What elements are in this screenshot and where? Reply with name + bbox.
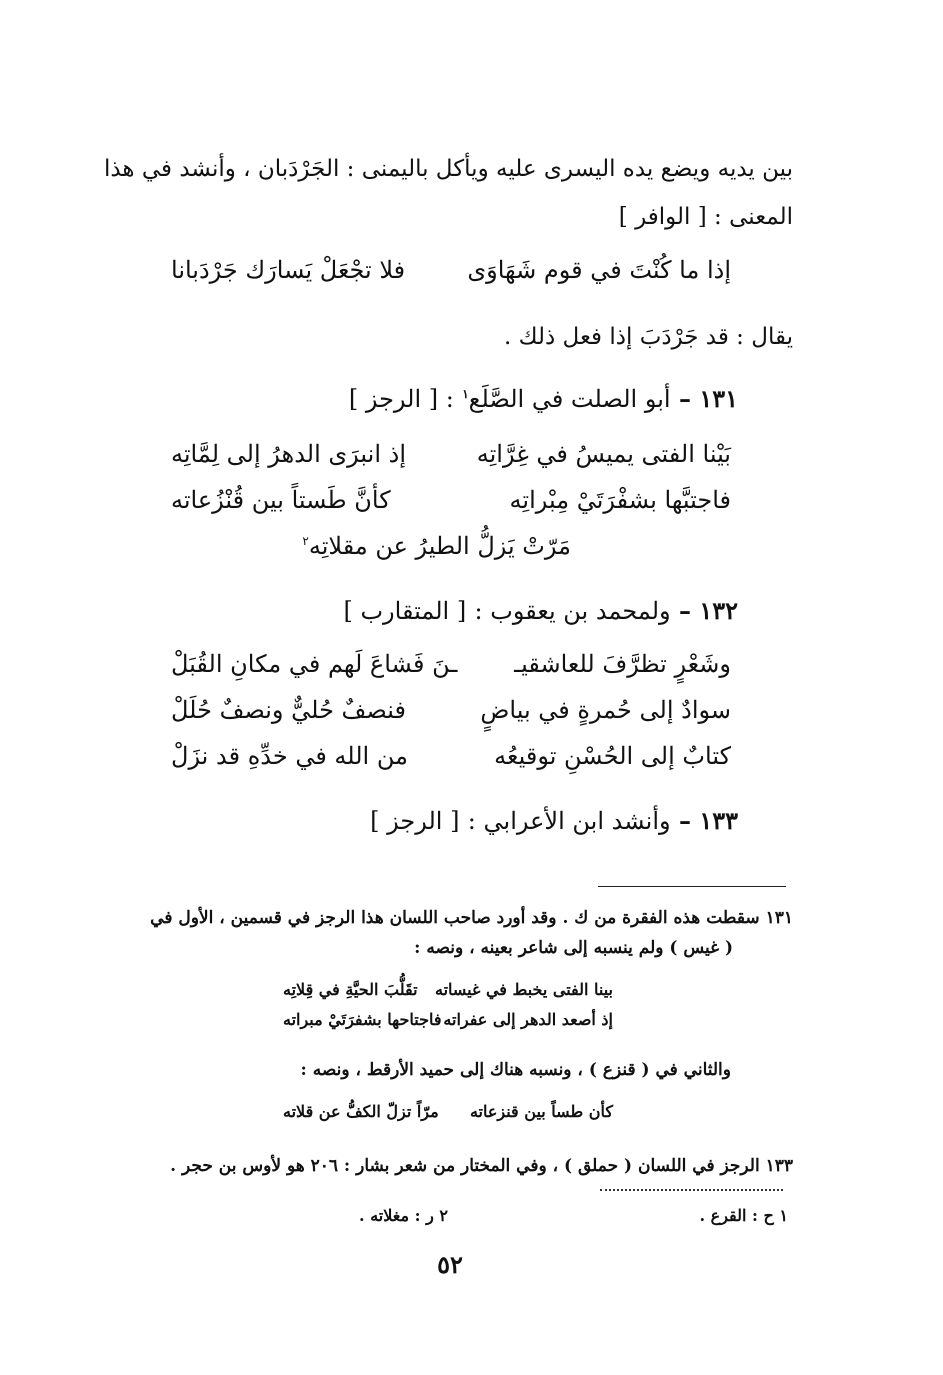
entry-132-text: ولمحمد بن يعقوب : (474, 597, 671, 625)
entry-132-verse-3-h2: من الله في خدِّهِ قد نزَلْ (171, 742, 408, 770)
footnote-131-verse-1 (283, 980, 613, 1008)
entry-133-heading (178, 806, 738, 835)
note-2: ٢ ر : مغلاته . (359, 1206, 448, 1225)
verse-a-hemistich-2: فلا تجْعَلْ يَسارَك جَرْدَبانا (171, 256, 406, 284)
entry-133-text: وأنشد ابن الأعرابي : (467, 807, 671, 835)
entry-132-verse-3-h1: كتابٌ إلى الحُسْنِ توقيعُه (494, 742, 731, 770)
entry-131-number: ١٣١ (699, 384, 738, 413)
entry-131-last-footnote-ref: ٢ (302, 534, 309, 548)
page-number: ٥٢ (437, 1250, 463, 1279)
entry-132-verse-2-h1: سوادٌ إلى حُمرةٍ في بياضٍ (480, 696, 731, 724)
verse-a-hemistich-1: إذا ما كُنْتَ في قوم شَهَاوَى (467, 256, 731, 284)
intro-line-1: بين يديه ويضع يده اليسرى عليه ويأكل باليمنى : الجَرْدَبان ، وأنشد في هذا (103, 156, 793, 182)
entry-131-verse-2-h1: فاجتبَّها بشفْرَتَيْ مِبْراتِه (509, 486, 731, 514)
entry-132-verse-1 (171, 650, 731, 690)
footnote-131-verse-2-h1: إذ أصعد الدهر إلى عفراته (443, 1010, 613, 1029)
intro-line-2: المعنى : [ الوافر ] (618, 204, 793, 230)
footnote-131-line-2: ( غيس ) ولم ينسبه إلى شاعر بعينه ، ونصه : (414, 938, 733, 958)
entry-131-verse-1 (171, 440, 731, 480)
entry-131-verse-1-h1: بَيْنا الفتى يميسُ في غِرَّاتِه (476, 440, 731, 468)
entry-132-verse-1-h1: وشَعْرٍ تظرَّفَ للعاشقيـ (514, 650, 731, 678)
saying-line: يقال : قد جَرْدَبَ إذا فعل ذلك . (503, 324, 793, 350)
footnote-separator (598, 886, 786, 887)
notes-separator (600, 1189, 783, 1191)
entry-131-verse-2 (171, 486, 731, 526)
footnote-131-verse-1-h1: بينا الفتى يخبط في غيساته (435, 980, 613, 999)
entry-131-heading (178, 384, 738, 413)
entry-132-verse-3 (171, 742, 731, 782)
entry-131-meter: : [ الرجز ] (348, 385, 454, 413)
entry-133-meter: [ الرجز ] (370, 807, 460, 835)
entry-132-verse-2 (171, 696, 731, 736)
entry-133-number: ١٣٣ (699, 806, 738, 835)
footnote-131-verse-3 (283, 1102, 613, 1130)
entry-131-verse-1-h2: إذ انبرَى الدهرُ إلى لِمَّاتِه (171, 440, 406, 468)
footnote-131-verse-3-h1: كأن طساً بين قنزعاته (469, 1102, 613, 1121)
entry-132-verse-2-h2: فنصفٌ حُليٌّ ونصفٌ حُلَلْ (171, 696, 406, 724)
entry-132-heading (178, 596, 738, 625)
entry-132-verse-1-h2: ـنَ فَشاعَ لَهم في مكانِ القُبَلْ (171, 650, 458, 678)
entry-131-footnote-ref: ١ (462, 387, 469, 401)
verse-a (171, 256, 731, 296)
entry-131-verse-3 (171, 532, 731, 572)
note-1: ١ ح : القرع . (699, 1206, 788, 1225)
footnote-133: ١٣٣ الرجز في اللسان ( حملق ) ، وفي المختار من شعر بشار : ٢٠٦ هو لأوس بن حجر . (170, 1156, 793, 1176)
entry-132-dash: – (678, 596, 691, 625)
footnote-131-verse-2-h2: فاجتاحها بشفرَتَيْ مبراته (283, 1010, 442, 1029)
footnote-131-verse-3-h2: مرّاً تزلّ الكفُّ عن قلاته (283, 1102, 439, 1121)
entry-131-text: أبو الصلت في الصَّلَع (468, 385, 671, 413)
footnote-131-line-1: ١٣١ سقطت هذه الفقرة من ك . وقد أورد صاحب اللسان هذا الرجز في قسمين ، الأول في (150, 908, 793, 928)
footnote-131-verse-1-h2: تقَلُّبَ الحيَّةِ في قِلاتِه (283, 980, 418, 999)
entry-131-verse-2-h2: كأنَّ طَستاً بين قُنْزُعاته (171, 486, 391, 514)
entry-131-last-text: مَرّتْ يَزلُّ الطيرُ عن مقلاتِه (308, 532, 571, 560)
marginal-notes (268, 1206, 788, 1232)
footnote-131-line-3: والثاني في ( قنزع ) ، ونسبه هناك إلى حميد الأرقط ، ونصه : (300, 1060, 731, 1080)
entry-133-dash: – (678, 806, 691, 835)
entry-131-last-hemistich (302, 532, 571, 560)
entry-132-meter: [ المتقارب ] (343, 597, 467, 625)
footnote-131-verse-2 (283, 1010, 613, 1038)
entry-132-number: ١٣٢ (699, 596, 738, 625)
entry-131-dash: – (678, 384, 691, 413)
